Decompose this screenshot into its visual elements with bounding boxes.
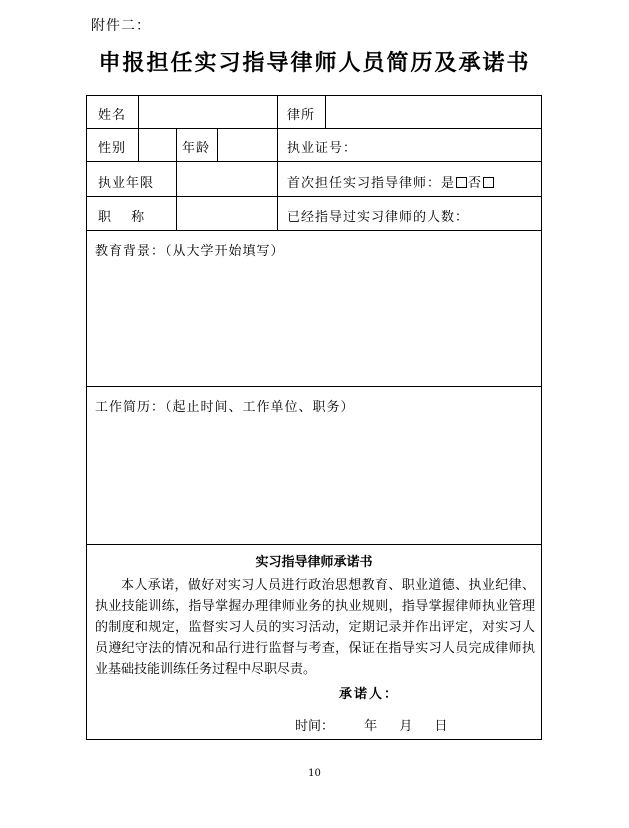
signer-label: 承诺人： bbox=[339, 687, 400, 702]
column-divider bbox=[277, 96, 278, 230]
guided-count-label: 已经指导过实习律师的人数： bbox=[287, 210, 470, 225]
work-history-label: 工作简历：（起止时间、工作单位、职务） bbox=[95, 400, 355, 415]
application-form bbox=[86, 95, 542, 740]
education-label: 教育背景：（从大学开始填写） bbox=[95, 244, 285, 259]
column-divider bbox=[217, 128, 218, 161]
gender-label: 性别 bbox=[98, 141, 127, 156]
job-title-label: 职 称 bbox=[98, 210, 146, 225]
no-checkbox[interactable] bbox=[483, 177, 494, 188]
year-label: 年 bbox=[364, 719, 378, 734]
time-label: 时间： bbox=[295, 719, 335, 734]
month-label: 月 bbox=[399, 719, 413, 734]
pledge-title: 实习指导律师承诺书 bbox=[255, 555, 373, 570]
first-time-mentor-label: 首次担任实习指导律师： bbox=[287, 176, 442, 191]
first-time-mentor-field bbox=[287, 172, 495, 191]
row-divider bbox=[87, 544, 541, 545]
row-divider bbox=[87, 230, 541, 231]
column-divider bbox=[176, 128, 177, 161]
law-firm-label: 律所 bbox=[287, 108, 316, 123]
row-divider bbox=[87, 196, 541, 197]
practice-years-label: 执业年限 bbox=[98, 176, 155, 191]
license-number-label: 执业证号： bbox=[287, 141, 358, 156]
column-divider bbox=[325, 96, 326, 128]
name-label: 姓名 bbox=[98, 108, 127, 123]
row-divider bbox=[87, 386, 541, 387]
date-row bbox=[295, 715, 447, 734]
column-divider bbox=[138, 96, 139, 161]
age-label: 年龄 bbox=[182, 141, 211, 156]
no-label: 否 bbox=[468, 176, 483, 191]
row-divider bbox=[87, 128, 541, 129]
page-number: 10 bbox=[308, 768, 321, 779]
row-divider bbox=[87, 161, 541, 162]
attachment-label: 附件二： bbox=[91, 18, 151, 34]
column-divider bbox=[176, 161, 177, 230]
pledge-body: 本人承诺，做好对实习人员进行政治思想教育、职业道德、执业纪律、执业技能训练，指导掌握办理律师业务的执业规则，指导掌握律师执业管理的制度和规定，监督实习人员的实习活动，定期记录并作出评定，对实习人员遵纪守法的情况和品行进行监督与考查，保证在指导实习人员完成律师执业基础技能训练任务过程中尽职尽责。 bbox=[95, 578, 535, 677]
yes-checkbox[interactable] bbox=[456, 177, 467, 188]
day-label: 日 bbox=[434, 719, 448, 734]
page-title: 申报担任实习指导律师人员简历及承诺书 bbox=[98, 51, 531, 76]
yes-label: 是 bbox=[441, 176, 456, 191]
